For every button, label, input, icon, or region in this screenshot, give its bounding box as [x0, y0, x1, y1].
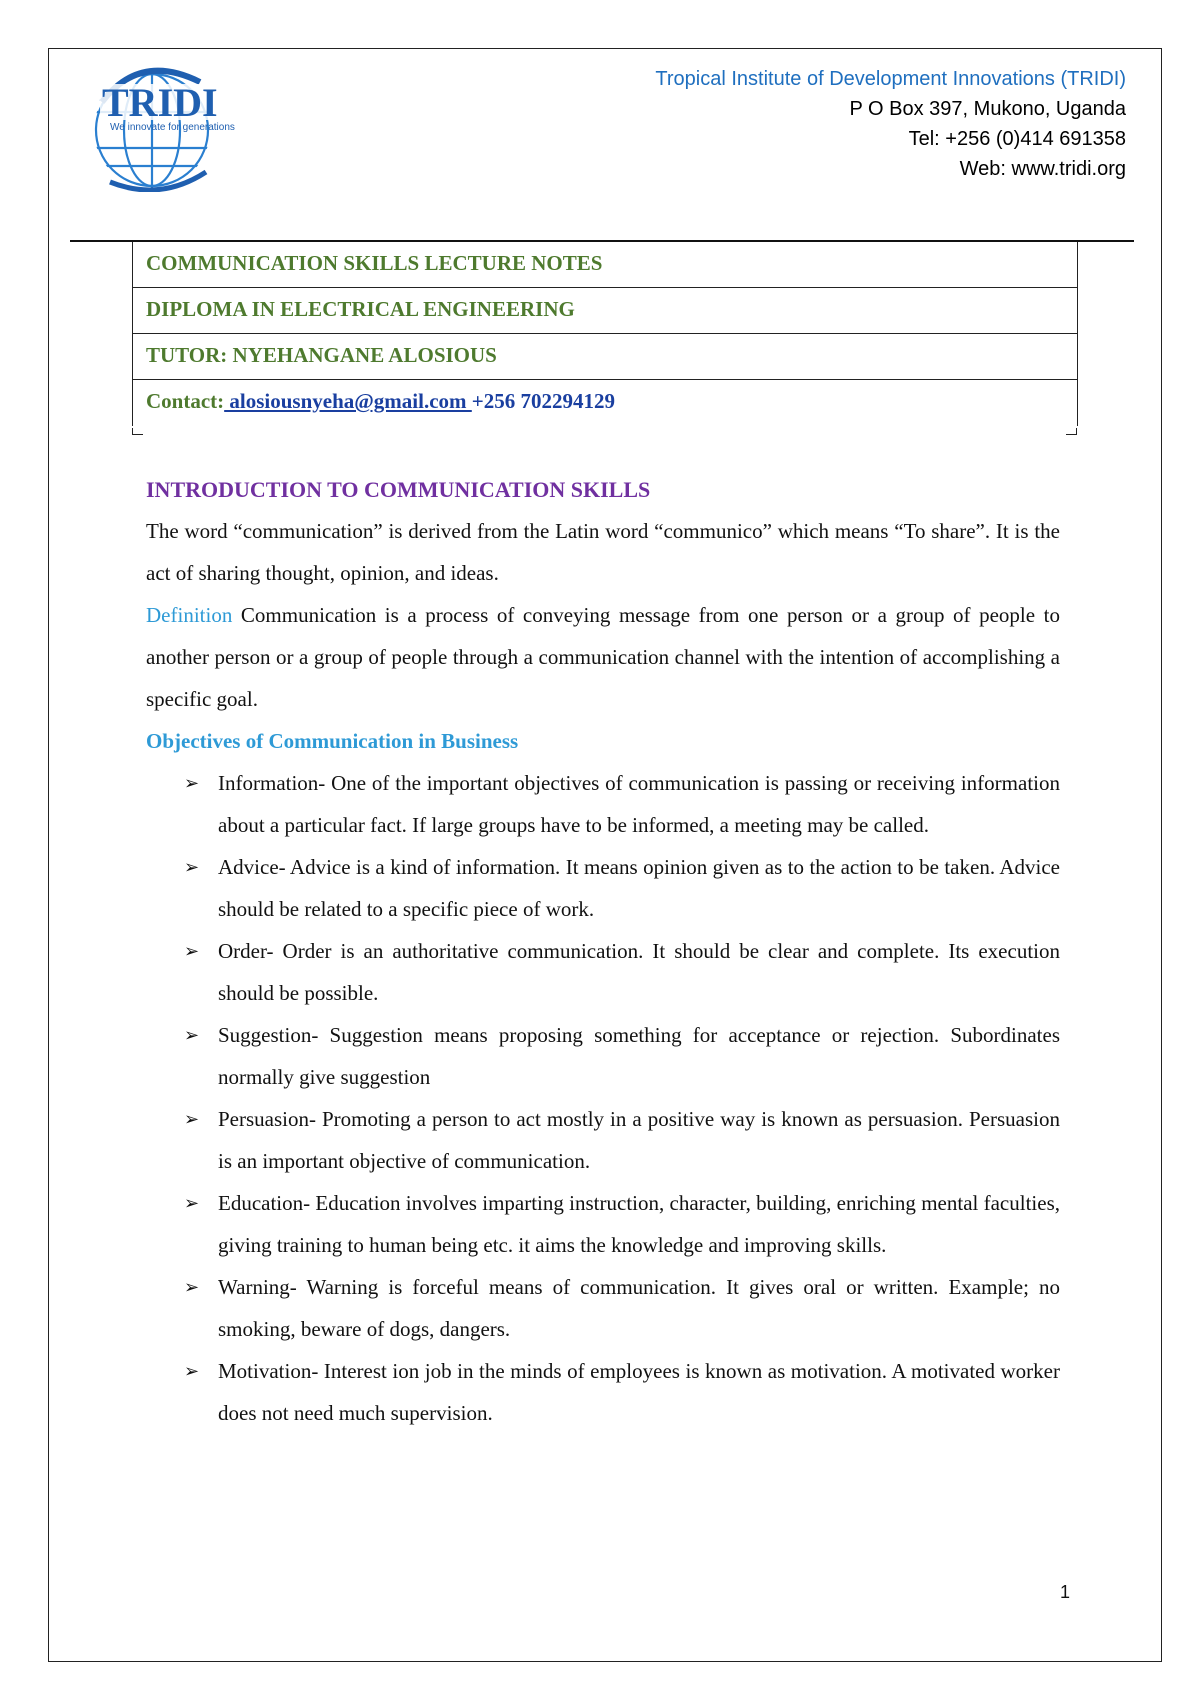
- arrow-bullet-icon: ➢: [184, 1109, 200, 1129]
- email-link[interactable]: alosiousnyeha@gmail.com: [224, 389, 472, 413]
- tridi-logo: [80, 62, 270, 192]
- section-title: INTRODUCTION TO COMMUNICATION SKILLS: [146, 477, 651, 502]
- list-item: [146, 1350, 1060, 1434]
- definition-word: Definition: [146, 603, 233, 627]
- arrow-bullet-icon: ➢: [184, 1025, 200, 1045]
- objective-text: Advice- Advice is a kind of information. It means opinion given as to the action to be taken. Advice should be related to a specific piece of work.: [218, 855, 1060, 921]
- objective-text: Warning- Warning is forceful means of communication. It gives oral or written. Example; no smoking, beware of dogs, dangers.: [218, 1275, 1060, 1341]
- arrow-bullet-icon: ➢: [184, 857, 200, 877]
- arrow-bullet-icon: ➢: [184, 941, 200, 961]
- table-corner-left: [132, 428, 143, 435]
- page-number: 1: [1059, 1582, 1070, 1602]
- org-name: Tropical Institute of Development Innovations (TRIDI): [655, 68, 1126, 90]
- arrow-bullet-icon: ➢: [184, 1361, 200, 1381]
- logo-text: TRIDI: [102, 80, 218, 125]
- objective-text: Persuasion- Promoting a person to act mostly in a positive way is known as persuasion. Persuasion is an important objective of communication.: [218, 1107, 1060, 1173]
- arrow-bullet-icon: ➢: [184, 1193, 200, 1213]
- list-item: [146, 846, 1060, 930]
- intro-paragraph: The word “communication” is derived from the Latin word “communico” which means “To share”. It is the act of sharing thought, opinion, and ideas.: [146, 519, 1060, 585]
- course-title: COMMUNICATION SKILLS LECTURE NOTES: [133, 242, 1077, 288]
- organization-block: [655, 64, 1126, 184]
- objective-text: Education- Education involves imparting instruction, character, building, enriching mental faculties, giving training to human being etc. it aims the knowledge and improving skills.: [218, 1191, 1060, 1257]
- course-info-table: [132, 242, 1078, 426]
- arrow-bullet-icon: ➢: [184, 1277, 200, 1297]
- org-tel: Tel: +256 (0)414 691358: [908, 128, 1126, 150]
- definition-text: Communication is a process of conveying message from one person or a group of people to another person or a group of people through a communication channel with the intention of accomplishing a specific goal.: [146, 603, 1060, 711]
- org-address: P O Box 397, Mukono, Uganda: [849, 98, 1126, 120]
- objectives-list: [146, 762, 1060, 1434]
- org-web: Web: www.tridi.org: [959, 158, 1126, 180]
- objective-text: Order- Order is an authoritative communication. It should be clear and complete. Its execution should be possible.: [218, 939, 1060, 1005]
- list-item: [146, 1266, 1060, 1350]
- document-body: [146, 470, 1060, 1434]
- list-item: [146, 1014, 1060, 1098]
- list-item: [146, 762, 1060, 846]
- logo-tagline: We innovate for generations: [110, 122, 235, 133]
- program-title: DIPLOMA IN ELECTRICAL ENGINEERING: [133, 288, 1077, 334]
- contact-label: Contact:: [146, 389, 225, 413]
- arrow-bullet-icon: ➢: [184, 773, 200, 793]
- list-item: [146, 1098, 1060, 1182]
- objective-text: Motivation- Interest ion job in the minds of employees is known as motivation. A motivated worker does not need much supervision.: [218, 1359, 1060, 1425]
- list-item: [146, 930, 1060, 1014]
- phone-number: +256 702294129: [471, 389, 616, 413]
- table-corner-right: [1066, 428, 1077, 435]
- objective-text: Information- One of the important objectives of communication is passing or receiving information about a particular fact. If large groups have to be informed, a meeting may be called.: [218, 771, 1060, 837]
- list-item: [146, 1182, 1060, 1266]
- definition-paragraph: [146, 594, 1060, 720]
- tutor-name: TUTOR: NYEHANGANE ALOSIOUS: [133, 334, 1077, 380]
- objectives-title: Objectives of Communication in Business: [146, 729, 519, 753]
- objective-text: Suggestion- Suggestion means proposing something for acceptance or rejection. Subordinates normally give suggestion: [218, 1023, 1060, 1089]
- contact-row: [133, 380, 1077, 426]
